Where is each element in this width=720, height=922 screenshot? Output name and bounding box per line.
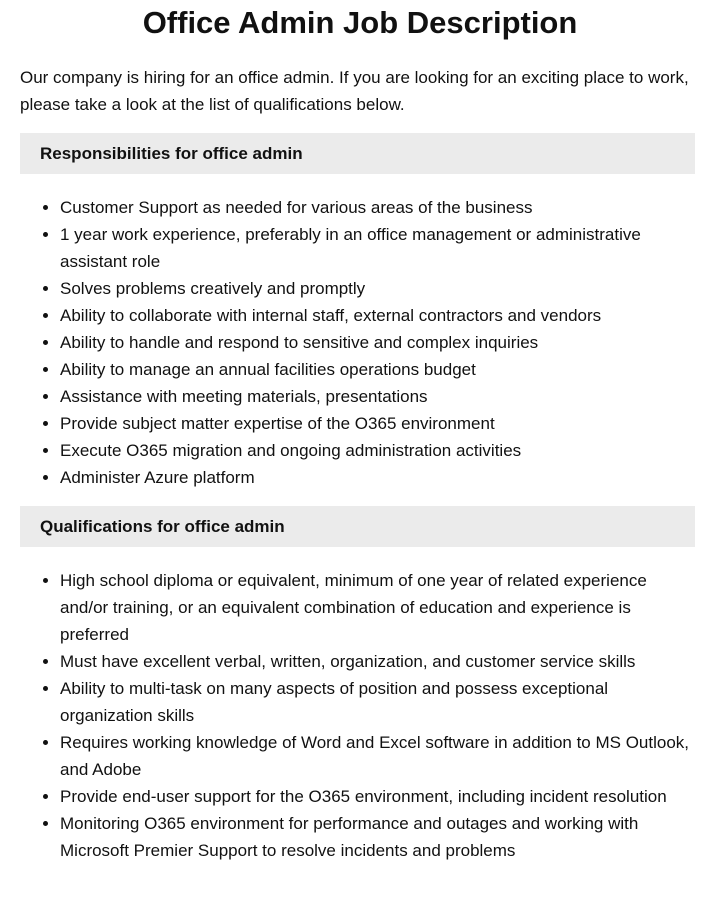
section-heading-qualifications: Qualifications for office admin [20, 506, 695, 547]
list-item: • Solves problems creatively and promptly [60, 275, 696, 302]
list-item: • Monitoring O365 environment for performance and outages and working with Microsoft Premier Support to resolve incidents and problems [60, 810, 696, 864]
list-item: • Customer Support as needed for various areas of the business [60, 194, 696, 221]
list-item: • Provide subject matter expertise of the O365 environment [60, 410, 696, 437]
list-item: • 1 year work experience, preferably in an office management or administrative assistant role [60, 221, 696, 275]
list-item: • Ability to manage an annual facilities operations budget [60, 356, 696, 383]
responsibilities-list [0, 194, 696, 491]
list-item: • Must have excellent verbal, written, organization, and customer service skills [60, 648, 696, 675]
page-title: Office Admin Job Description [142, 5, 578, 40]
list-item: • High school diploma or equivalent, minimum of one year of related experience and/or training, or an equivalent combination of education and experience is preferred [60, 567, 696, 648]
list-item: • Ability to multi-task on many aspects of position and possess exceptional organization skills [60, 675, 696, 729]
list-item: • Administer Azure platform [60, 464, 696, 491]
list-item: • Ability to handle and respond to sensitive and complex inquiries [60, 329, 696, 356]
list-item: • Assistance with meeting materials, presentations [60, 383, 696, 410]
list-item: • Provide end-user support for the O365 environment, including incident resolution [60, 783, 696, 810]
intro-text: Our company is hiring for an office admin. If you are looking for an exciting place to work, please take a look at the list of qualifications below. [20, 68, 689, 114]
qualifications-list [0, 567, 696, 864]
section-heading-responsibilities: Responsibilities for office admin [20, 133, 695, 174]
list-item: • Ability to collaborate with internal staff, external contractors and vendors [60, 302, 696, 329]
list-item: • Requires working knowledge of Word and Excel software in addition to MS Outlook, and Adobe [60, 729, 696, 783]
list-item: • Execute O365 migration and ongoing administration activities [60, 437, 696, 464]
